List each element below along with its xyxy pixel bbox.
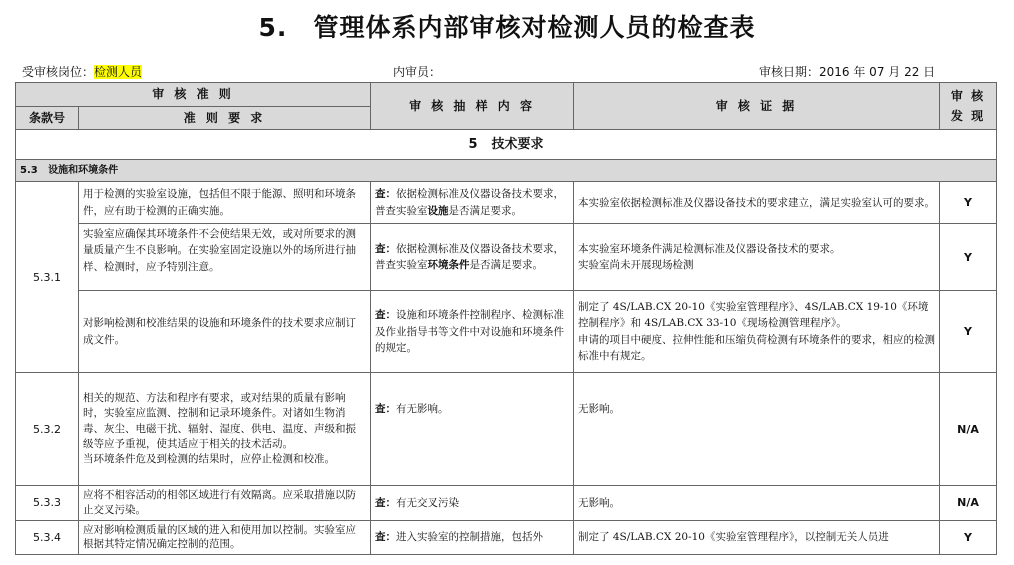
title-text: 管理体系内部审核对检测人员的检查表 — [313, 13, 756, 42]
section-heading — [16, 130, 997, 160]
section-number: 5 — [468, 136, 478, 152]
group-heading: 5.3 设施和环境条件 — [16, 160, 997, 182]
requirement-cell: 实验室应确保其环境条件不会使结果无效，或对所要求的测量质量产生不良影响。在实验室固定设施以外的场所进行抽样、检测时，应予特别注意。 — [79, 224, 371, 291]
sampling-cell — [371, 224, 574, 291]
audit-date-value: 2016 年 07 月 22 日 — [819, 65, 936, 79]
requirement-cell: 用于检测的实验室设施，包括但不限于能源、照明和环境条件，应有助于检测的正确实施。 — [79, 182, 371, 224]
requirement-paragraph: 当环境条件危及到检测的结果时，应停止检测和校准。 — [83, 453, 335, 466]
audited-position-label: 受审核岗位： — [22, 65, 95, 79]
check-prefix: 查： — [375, 403, 397, 416]
sampling-text-end: 是否满足要求。 — [469, 259, 544, 272]
audited-position-value: 检测人员 — [94, 65, 143, 79]
table-row — [16, 224, 997, 291]
clause-number: 5.3.4 — [16, 520, 79, 554]
table-row — [16, 486, 997, 520]
sampling-cell — [371, 486, 574, 520]
sampling-text: 有无交叉污染 — [396, 496, 460, 509]
audit-checklist-table — [15, 82, 997, 555]
check-prefix: 查： — [375, 309, 397, 322]
header-requirement: 准 则 要 求 — [79, 106, 371, 130]
table-row — [16, 182, 997, 224]
audited-position — [22, 63, 142, 80]
header-finding-top: 审 核 — [950, 88, 986, 103]
check-prefix: 查： — [375, 242, 397, 255]
header-sampling: 审 核 抽 样 内 容 — [371, 83, 574, 130]
sampling-text-end: 是否满足要求。 — [448, 204, 523, 217]
title-number: 5. — [258, 13, 288, 42]
finding-cell: Y — [940, 182, 997, 224]
sampling-cell — [371, 373, 574, 486]
audit-date — [759, 63, 935, 80]
header-criteria: 审 核 准 则 — [16, 83, 371, 107]
evidence-line: 本实验室环境条件满足检测标准及仪器设备技术的要求。 — [578, 242, 841, 255]
check-prefix: 查： — [375, 496, 397, 509]
requirement-paragraph: 相关的规范、方法和程序有要求，或对结果的质量有影响时，实验室应监测、控制和记录环境条件。对诸如生物消毒、灰尘、电磁干扰、辐射、湿度、供电、温度、声级和振级等应予重视，使其适应于相关的技术活动。 — [83, 392, 356, 450]
sampling-text: 进入实验室的控制措施，包括外 — [396, 531, 544, 544]
finding-cell: N/A — [940, 486, 997, 520]
clause-number: 5.3.2 — [16, 373, 79, 486]
page-title — [0, 8, 1014, 44]
evidence-cell — [574, 291, 940, 373]
check-prefix: 查： — [375, 188, 397, 201]
requirement-cell: 应将不相容活动的相邻区域进行有效隔离。应采取措施以防止交叉污染。 — [79, 486, 371, 520]
sampling-text: 设施和环境条件控制程序、检测标准及作业指导书等文件中对设施和环境条件的规定。 — [375, 309, 565, 354]
sampling-cell — [371, 520, 574, 554]
requirement-cell: 对影响检测和校准结果的设施和环境条件的技术要求应制订成文件。 — [79, 291, 371, 373]
check-prefix: 查： — [375, 531, 397, 544]
sampling-cell — [371, 291, 574, 373]
sampling-keyword: 环境条件 — [427, 259, 470, 272]
evidence-cell: 制定了 4S/LAB.CX 20-10《实验室管理程序》，以控制无关人员进 — [574, 520, 940, 554]
header-finding — [940, 83, 997, 130]
sampling-text: 依据检测标准及仪器设备技术要求，普查实验室 — [375, 242, 565, 272]
section-title: 技术要求 — [491, 136, 544, 152]
header-finding-bottom: 发 现 — [950, 109, 986, 124]
evidence-line: 实验室尚未开展现场检测 — [578, 259, 694, 272]
evidence-line: 申请的项目中硬度、拉伸性能和压缩负荷检测有环境条件的要求，相应的检测标准中有规定。 — [578, 333, 936, 362]
evidence-cell: 无影响。 — [574, 373, 940, 486]
audit-date-label: 审核日期： — [759, 65, 820, 79]
clause-number: 5.3.3 — [16, 486, 79, 520]
requirement-cell — [79, 373, 371, 486]
requirement-cell: 应对影响检测质量的区域的进入和使用加以控制。实验室应根据其特定情况确定控制的范围。 — [79, 520, 371, 554]
evidence-cell: 本实验室依据检测标准及仪器设备技术的要求建立，满足实验室认可的要求。 — [574, 182, 940, 224]
header-evidence: 审 核 证 据 — [574, 83, 940, 130]
evidence-cell — [574, 224, 940, 291]
evidence-line: 制定了 4S/LAB.CX 20-10《实验室管理程序》、4S/LAB.CX 19-10《环境控制程序》和 4S/LAB.CX 33-10《现场检测管理程序》。 — [578, 301, 929, 330]
finding-cell: N/A — [940, 373, 997, 486]
table-row — [16, 373, 997, 486]
evidence-cell: 无影响。 — [574, 486, 940, 520]
table-row — [16, 520, 997, 554]
header-clause-no: 条款号 — [16, 106, 79, 130]
finding-cell: Y — [940, 520, 997, 554]
finding-cell: Y — [940, 291, 997, 373]
sampling-text: 依据检测标准及仪器设备技术要求，普查实验室 — [375, 188, 565, 217]
finding-cell: Y — [940, 224, 997, 291]
table-row — [16, 291, 997, 373]
internal-auditor-label: 内审员： — [393, 65, 442, 79]
sampling-keyword: 设施 — [427, 204, 449, 217]
sampling-text: 有无影响。 — [396, 403, 449, 416]
clause-number: 5.3.1 — [16, 182, 79, 373]
sampling-cell — [371, 182, 574, 224]
